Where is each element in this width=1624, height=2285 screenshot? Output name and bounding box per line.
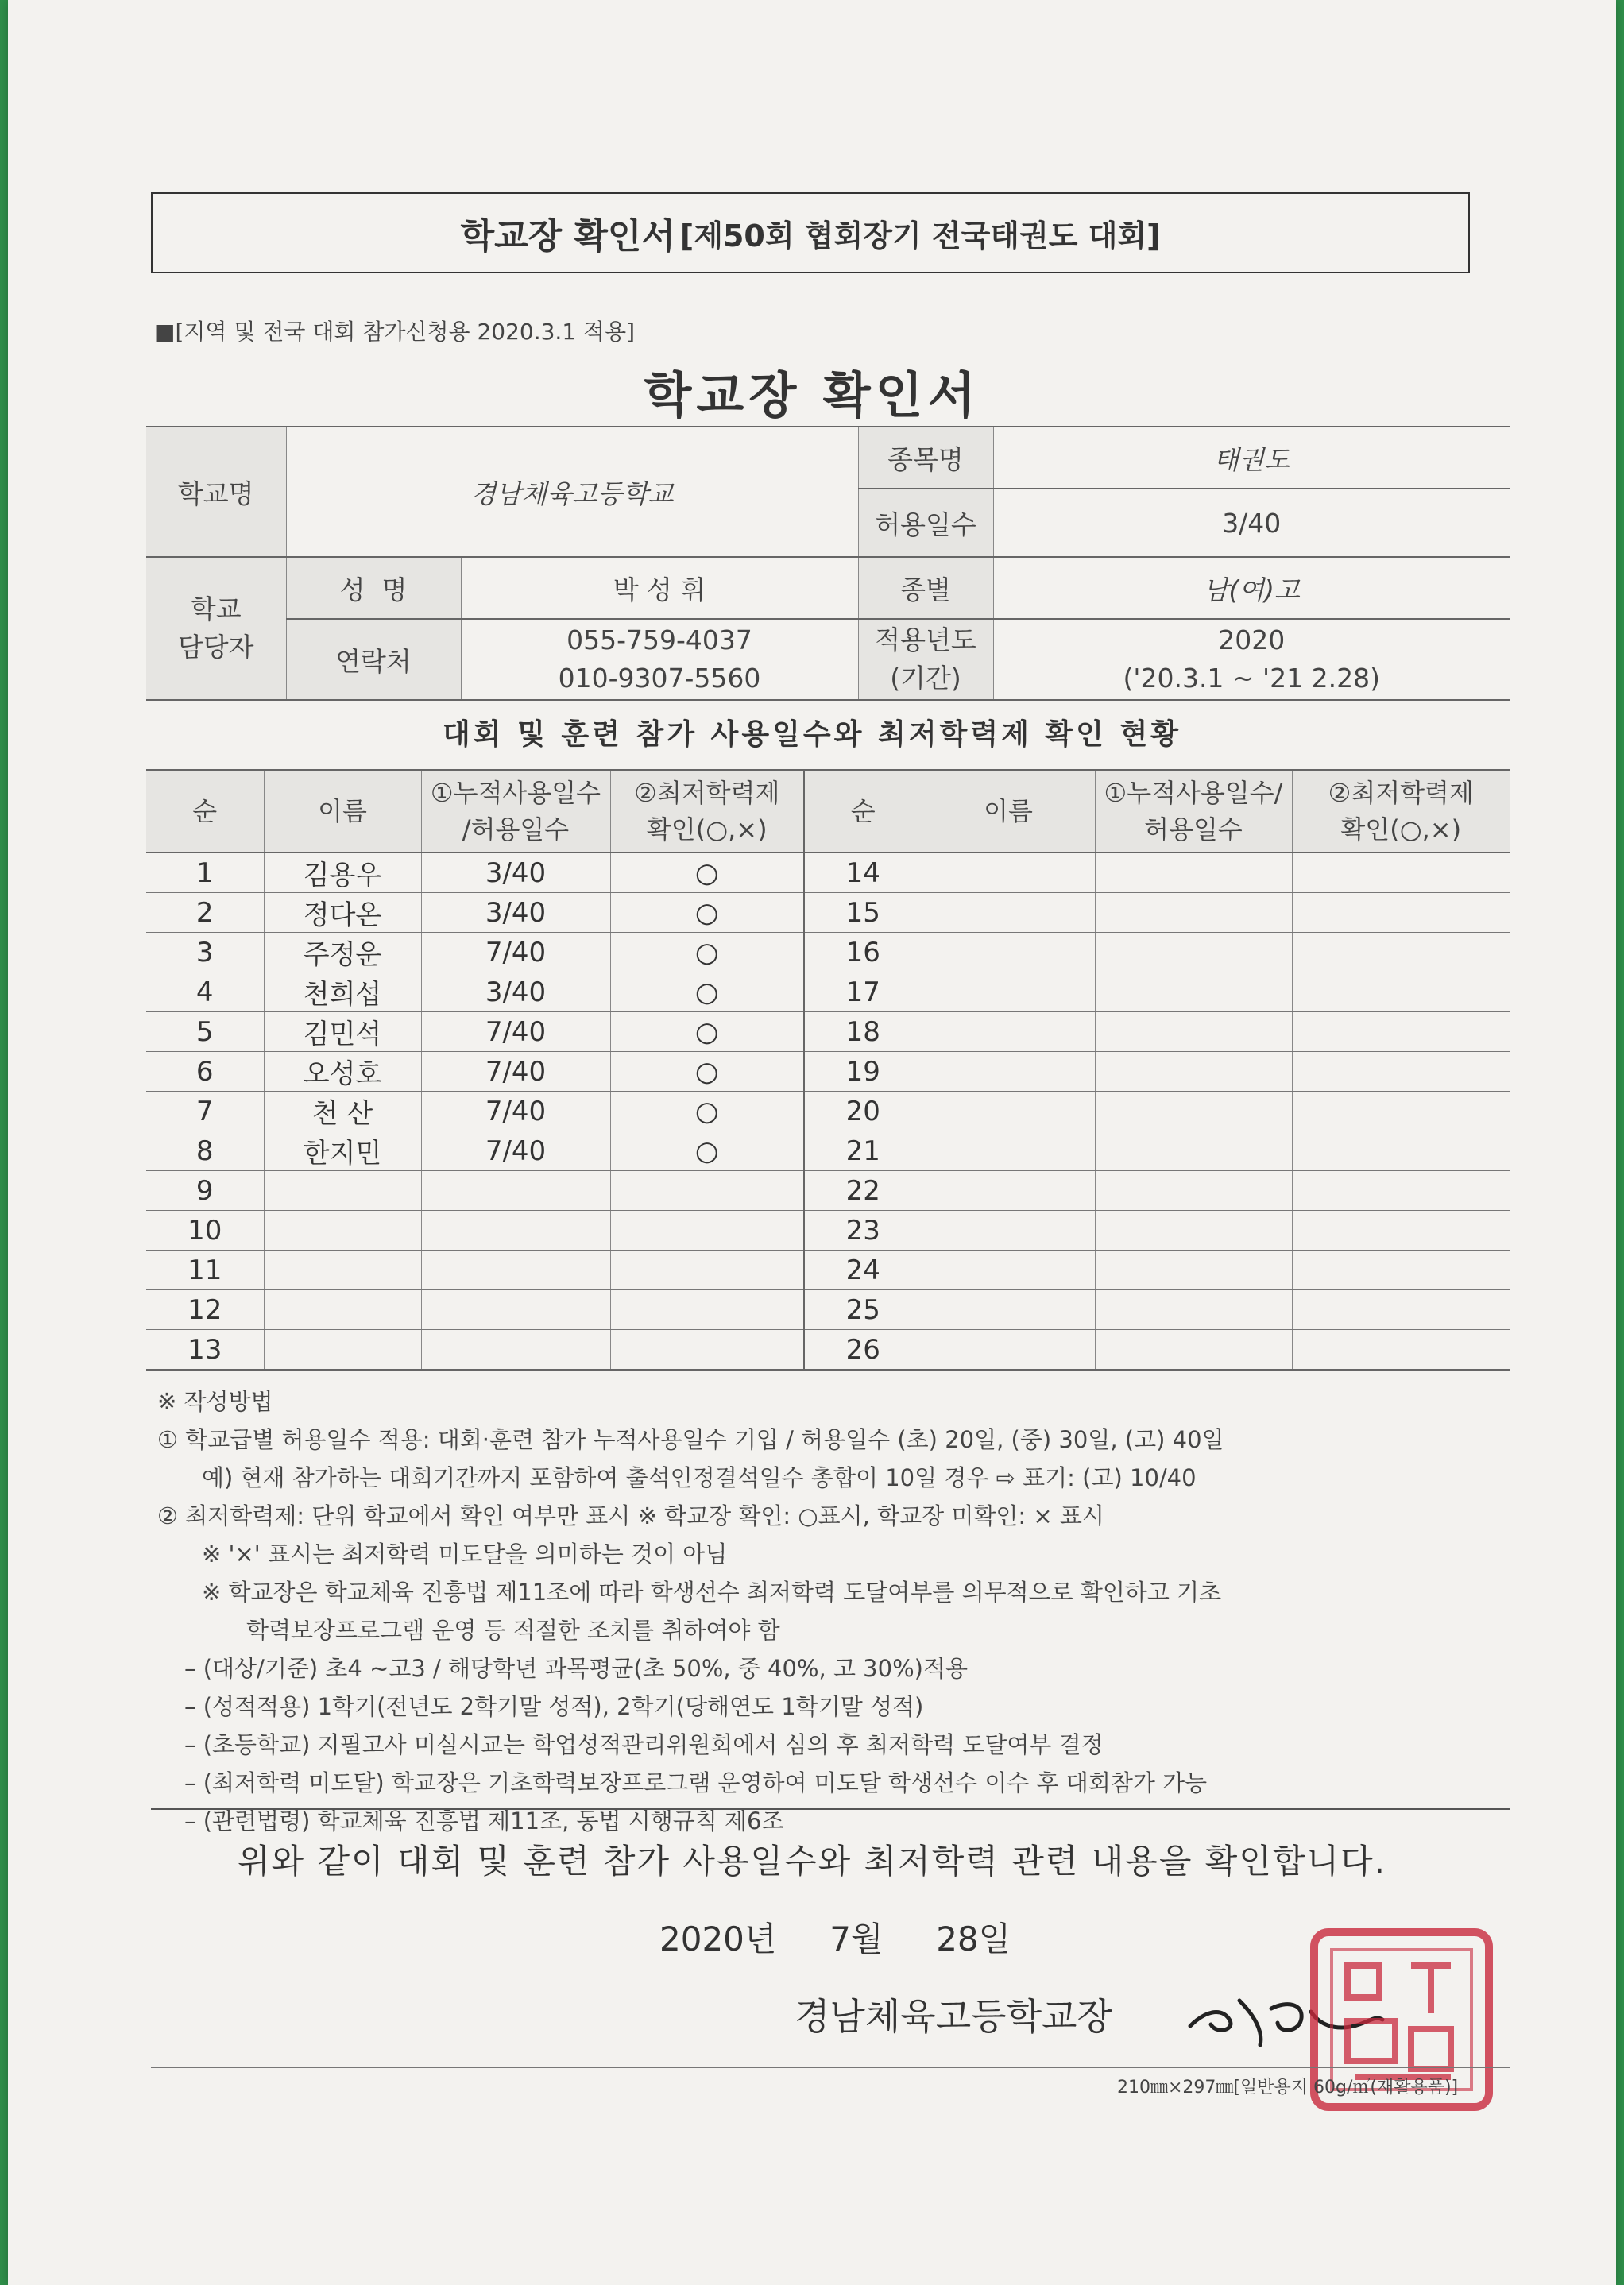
instruction-grades: – (성적적용) 1학기(전년도 2학기말 성적), 2학기(당해연도 1학기말 성적)	[184, 1693, 924, 1720]
gender-label: 종별	[858, 557, 993, 619]
row-no: 2	[146, 893, 264, 933]
row-check-right	[1292, 1171, 1510, 1211]
row-check-right	[1292, 933, 1510, 972]
year-value-period: ('20.3.1 ~ '21 2.28)	[1123, 663, 1380, 694]
year-value	[993, 619, 1510, 700]
row-check-right	[1292, 1052, 1510, 1092]
row-check: ○	[610, 893, 804, 933]
row-days: 7/40	[421, 1052, 610, 1092]
row-name	[264, 1211, 421, 1251]
row-days-right	[1095, 1052, 1292, 1092]
year-label-line1: 적용년도	[875, 624, 976, 655]
row-days	[421, 1211, 610, 1251]
col-header-check-line2: 확인(○,×)	[646, 814, 768, 845]
event-label: 종목명	[858, 427, 993, 489]
instruction-note-1: ※ '×' 표시는 최저학력 미도달을 의미하는 것이 아님	[202, 1541, 728, 1568]
row-no: 3	[146, 933, 264, 972]
row-days-right	[1095, 1131, 1292, 1171]
row-name: 김민석	[264, 1012, 421, 1052]
col-header-check-right	[1292, 770, 1510, 853]
row-no: 1	[146, 853, 264, 893]
staff-name-label: 성 명	[286, 557, 461, 619]
row-name	[264, 1330, 421, 1371]
allowed-days-value: 3/40	[993, 489, 1510, 557]
date-year: 2020년	[659, 1920, 777, 1958]
row-name-right	[922, 1290, 1095, 1330]
participant-table	[146, 769, 1510, 1371]
row-name-right	[922, 1330, 1095, 1371]
row-check: ○	[610, 1012, 804, 1052]
table-row	[146, 1131, 1510, 1171]
staff-label-line1: 학교	[190, 593, 242, 624]
row-name-right	[922, 1092, 1095, 1131]
row-no: 12	[146, 1290, 264, 1330]
instructions	[157, 1382, 1540, 1840]
instruction-underachieve: – (최저학력 미도달) 학교장은 기초학력보장프로그램 운영하여 미도달 학생선수 이수 후 대회참가 가능	[184, 1769, 1208, 1796]
table-row	[146, 1052, 1510, 1092]
row-name-right	[922, 933, 1095, 972]
table-row	[146, 933, 1510, 972]
row-check-right	[1292, 1330, 1510, 1371]
table-row	[146, 1211, 1510, 1251]
row-no-right: 26	[804, 1330, 922, 1371]
row-days: 7/40	[421, 1012, 610, 1052]
school-name-value: 경남체육고등학교	[286, 427, 858, 557]
row-days-right	[1095, 1330, 1292, 1371]
instruction-criteria: – (대상/기준) 초4 ~고3 / 해당학년 과목평균(초 50%, 중 40%, 고 30%)적용	[184, 1655, 968, 1682]
col-header-check-right-line1: ②최저학력제	[1328, 778, 1474, 808]
staff-label	[146, 557, 286, 700]
row-check	[610, 1290, 804, 1330]
staff-name-value: 박 성 휘	[461, 557, 858, 619]
col-header-days-line1: ①누적사용일수	[430, 778, 601, 808]
row-no: 9	[146, 1171, 264, 1211]
table-row	[146, 853, 1510, 893]
table-row	[146, 1290, 1510, 1330]
divider-bottom	[151, 2067, 1510, 2068]
row-no-right: 19	[804, 1052, 922, 1092]
row-no-right: 25	[804, 1290, 922, 1330]
issue-date	[659, 1913, 1011, 1961]
row-name-right	[922, 1251, 1095, 1290]
row-check-right	[1292, 972, 1510, 1012]
header-title-box	[151, 192, 1470, 273]
row-check: ○	[610, 853, 804, 893]
row-name-right	[922, 1052, 1095, 1092]
row-no: 11	[146, 1251, 264, 1290]
gender-value: 남(여)고	[993, 557, 1510, 619]
row-check: ○	[610, 933, 804, 972]
header-title: 학교장 확인서	[460, 216, 675, 257]
row-days	[421, 1251, 610, 1290]
row-no-right: 20	[804, 1092, 922, 1131]
row-no-right: 16	[804, 933, 922, 972]
row-check-right	[1292, 853, 1510, 893]
row-check-right	[1292, 1290, 1510, 1330]
staff-label-line2: 담당자	[177, 632, 254, 663]
row-days: 7/40	[421, 1092, 610, 1131]
instruction-law: – (관련법령) 학교체육 진흥법 제11조, 동법 시행규칙 제6조	[184, 1808, 784, 1835]
row-check: ○	[610, 1131, 804, 1171]
principal-name: 경남체육고등학교장	[795, 1995, 1112, 2038]
instruction-note-2: ※ 학교장은 학교체육 진흥법 제11조에 따라 학생선수 최저학력 도달여부를 의무적으로 확인하고 기초	[202, 1579, 1222, 1606]
row-no-right: 15	[804, 893, 922, 933]
row-name-right	[922, 1211, 1095, 1251]
row-days-right	[1095, 972, 1292, 1012]
year-value-year: 2020	[1218, 624, 1286, 655]
col-header-days	[421, 770, 610, 853]
row-days: 3/40	[421, 972, 610, 1012]
row-name	[264, 1171, 421, 1211]
row-no: 5	[146, 1012, 264, 1052]
row-name-right	[922, 853, 1095, 893]
event-value: 태권도	[993, 427, 1510, 489]
row-no-right: 17	[804, 972, 922, 1012]
table-row	[146, 972, 1510, 1012]
row-check-right	[1292, 1211, 1510, 1251]
page-title: 학교장 확인서	[644, 366, 980, 424]
school-name-label: 학교명	[146, 427, 286, 557]
row-name: 정다온	[264, 893, 421, 933]
col-header-check	[610, 770, 804, 853]
col-header-check-line1: ②최저학력제	[634, 778, 780, 808]
contact-label: 연락처	[286, 619, 461, 700]
row-name: 천희섭	[264, 972, 421, 1012]
row-no-right: 22	[804, 1171, 922, 1211]
row-no-right: 14	[804, 853, 922, 893]
row-no-right: 21	[804, 1131, 922, 1171]
row-name: 천 산	[264, 1092, 421, 1131]
table-row	[146, 1171, 1510, 1211]
row-name-right	[922, 1171, 1095, 1211]
divider-top	[151, 1808, 1510, 1810]
col-header-name-right: 이름	[922, 770, 1095, 853]
date-month: 7월	[829, 1920, 884, 1958]
date-day: 28일	[936, 1920, 1011, 1958]
row-days: 3/40	[421, 893, 610, 933]
row-no: 7	[146, 1092, 264, 1131]
row-name: 김용우	[264, 853, 421, 893]
row-days	[421, 1290, 610, 1330]
row-check-right	[1292, 1251, 1510, 1290]
row-name-right	[922, 1012, 1095, 1052]
row-name	[264, 1290, 421, 1330]
contact-phone-2: 010-9307-5560	[558, 663, 761, 694]
allowed-days-label: 허용일수	[858, 489, 993, 557]
table-row	[146, 1012, 1510, 1052]
row-name	[264, 1251, 421, 1290]
row-days: 3/40	[421, 853, 610, 893]
row-no: 4	[146, 972, 264, 1012]
row-days-right	[1095, 933, 1292, 972]
row-name-right	[922, 972, 1095, 1012]
col-header-check-right-line2: 확인(○,×)	[1340, 814, 1462, 845]
row-name: 한지민	[264, 1131, 421, 1171]
row-no: 6	[146, 1052, 264, 1092]
table-row	[146, 1251, 1510, 1290]
row-days-right	[1095, 1012, 1292, 1052]
row-days	[421, 1171, 610, 1211]
row-check-right	[1292, 1131, 1510, 1171]
row-name: 오성호	[264, 1052, 421, 1092]
row-days-right	[1095, 1290, 1292, 1330]
row-name: 주정운	[264, 933, 421, 972]
row-days-right	[1095, 1211, 1292, 1251]
row-no-right: 24	[804, 1251, 922, 1290]
col-header-days-right-line1: ①누적사용일수/	[1104, 778, 1283, 808]
contact-value	[461, 619, 858, 700]
row-name-right	[922, 893, 1095, 933]
row-days-right	[1095, 1251, 1292, 1290]
instruction-example: 예) 현재 참가하는 대회기간까지 포함하여 출석인정결석일수 총합이 10일 경우 ⇨ 표기: (고) 10/40	[202, 1464, 1197, 1491]
section-title: 대회 및 훈련 참가 사용일수와 최저학력제 확인 현황	[442, 718, 1182, 751]
row-days	[421, 1330, 610, 1371]
year-label	[858, 619, 993, 700]
table-row	[146, 1092, 1510, 1131]
col-header-days-right	[1095, 770, 1292, 853]
row-check	[610, 1171, 804, 1211]
row-no: 8	[146, 1131, 264, 1171]
table-row	[146, 1330, 1510, 1371]
col-header-name: 이름	[264, 770, 421, 853]
paper-size-note: 210㎜×297㎜[일반용지 60g/㎡(재활용품)]	[1117, 2078, 1459, 2097]
row-days-right	[1095, 853, 1292, 893]
instruction-item-1: ① 학교급별 허용일수 적용: 대회·훈련 참가 누적사용일수 기입 / 허용일수 (초) 20일, (중) 30일, (고) 40일	[157, 1426, 1224, 1453]
row-check	[610, 1251, 804, 1290]
instructions-heading: ※ 작성방법	[157, 1388, 273, 1415]
col-header-no-right: 순	[804, 770, 922, 853]
col-header-days-line2: /허용일수	[462, 814, 570, 845]
row-check	[610, 1211, 804, 1251]
row-no: 10	[146, 1211, 264, 1251]
row-no-right: 18	[804, 1012, 922, 1052]
instruction-note-2-cont: 학력보장프로그램 운영 등 적절한 조치를 취하여야 함	[246, 1617, 780, 1644]
row-days-right	[1095, 1092, 1292, 1131]
row-days-right	[1095, 893, 1292, 933]
row-days: 7/40	[421, 1131, 610, 1171]
row-check: ○	[610, 1092, 804, 1131]
row-check: ○	[610, 972, 804, 1012]
application-note: ■[지역 및 전국 대회 참가신청용 2020.3.1 적용]	[154, 319, 636, 345]
row-check	[610, 1330, 804, 1371]
contact-phone-1: 055-759-4037	[566, 624, 752, 655]
instruction-elementary: – (초등학교) 지필고사 미실시교는 학업성적관리위원회에서 심의 후 최저학력 도달여부 결정	[184, 1731, 1104, 1758]
row-check-right	[1292, 893, 1510, 933]
confirmation-statement: 위와 같이 대회 및 훈련 참가 사용일수와 최저학력 관련 내용을 확인합니다.	[237, 1842, 1387, 1881]
instruction-item-2: ② 최저학력제: 단위 학교에서 확인 여부만 표시 ※ 학교장 확인: ○표시, 학교장 미확인: × 표시	[157, 1502, 1104, 1529]
header-subtitle: [제50회 협회장기 전국태권도 대회]	[679, 218, 1161, 253]
row-no: 13	[146, 1330, 264, 1371]
col-header-no: 순	[146, 770, 264, 853]
row-check-right	[1292, 1012, 1510, 1052]
row-check: ○	[610, 1052, 804, 1092]
col-header-days-right-line2: 허용일수	[1144, 814, 1243, 845]
row-days-right	[1095, 1171, 1292, 1211]
year-label-line2: (기간)	[890, 663, 961, 694]
school-info-table	[146, 426, 1510, 701]
row-check-right	[1292, 1092, 1510, 1131]
row-name-right	[922, 1131, 1095, 1171]
row-days: 7/40	[421, 933, 610, 972]
row-no-right: 23	[804, 1211, 922, 1251]
document-page	[8, 0, 1616, 2285]
table-row	[146, 893, 1510, 933]
